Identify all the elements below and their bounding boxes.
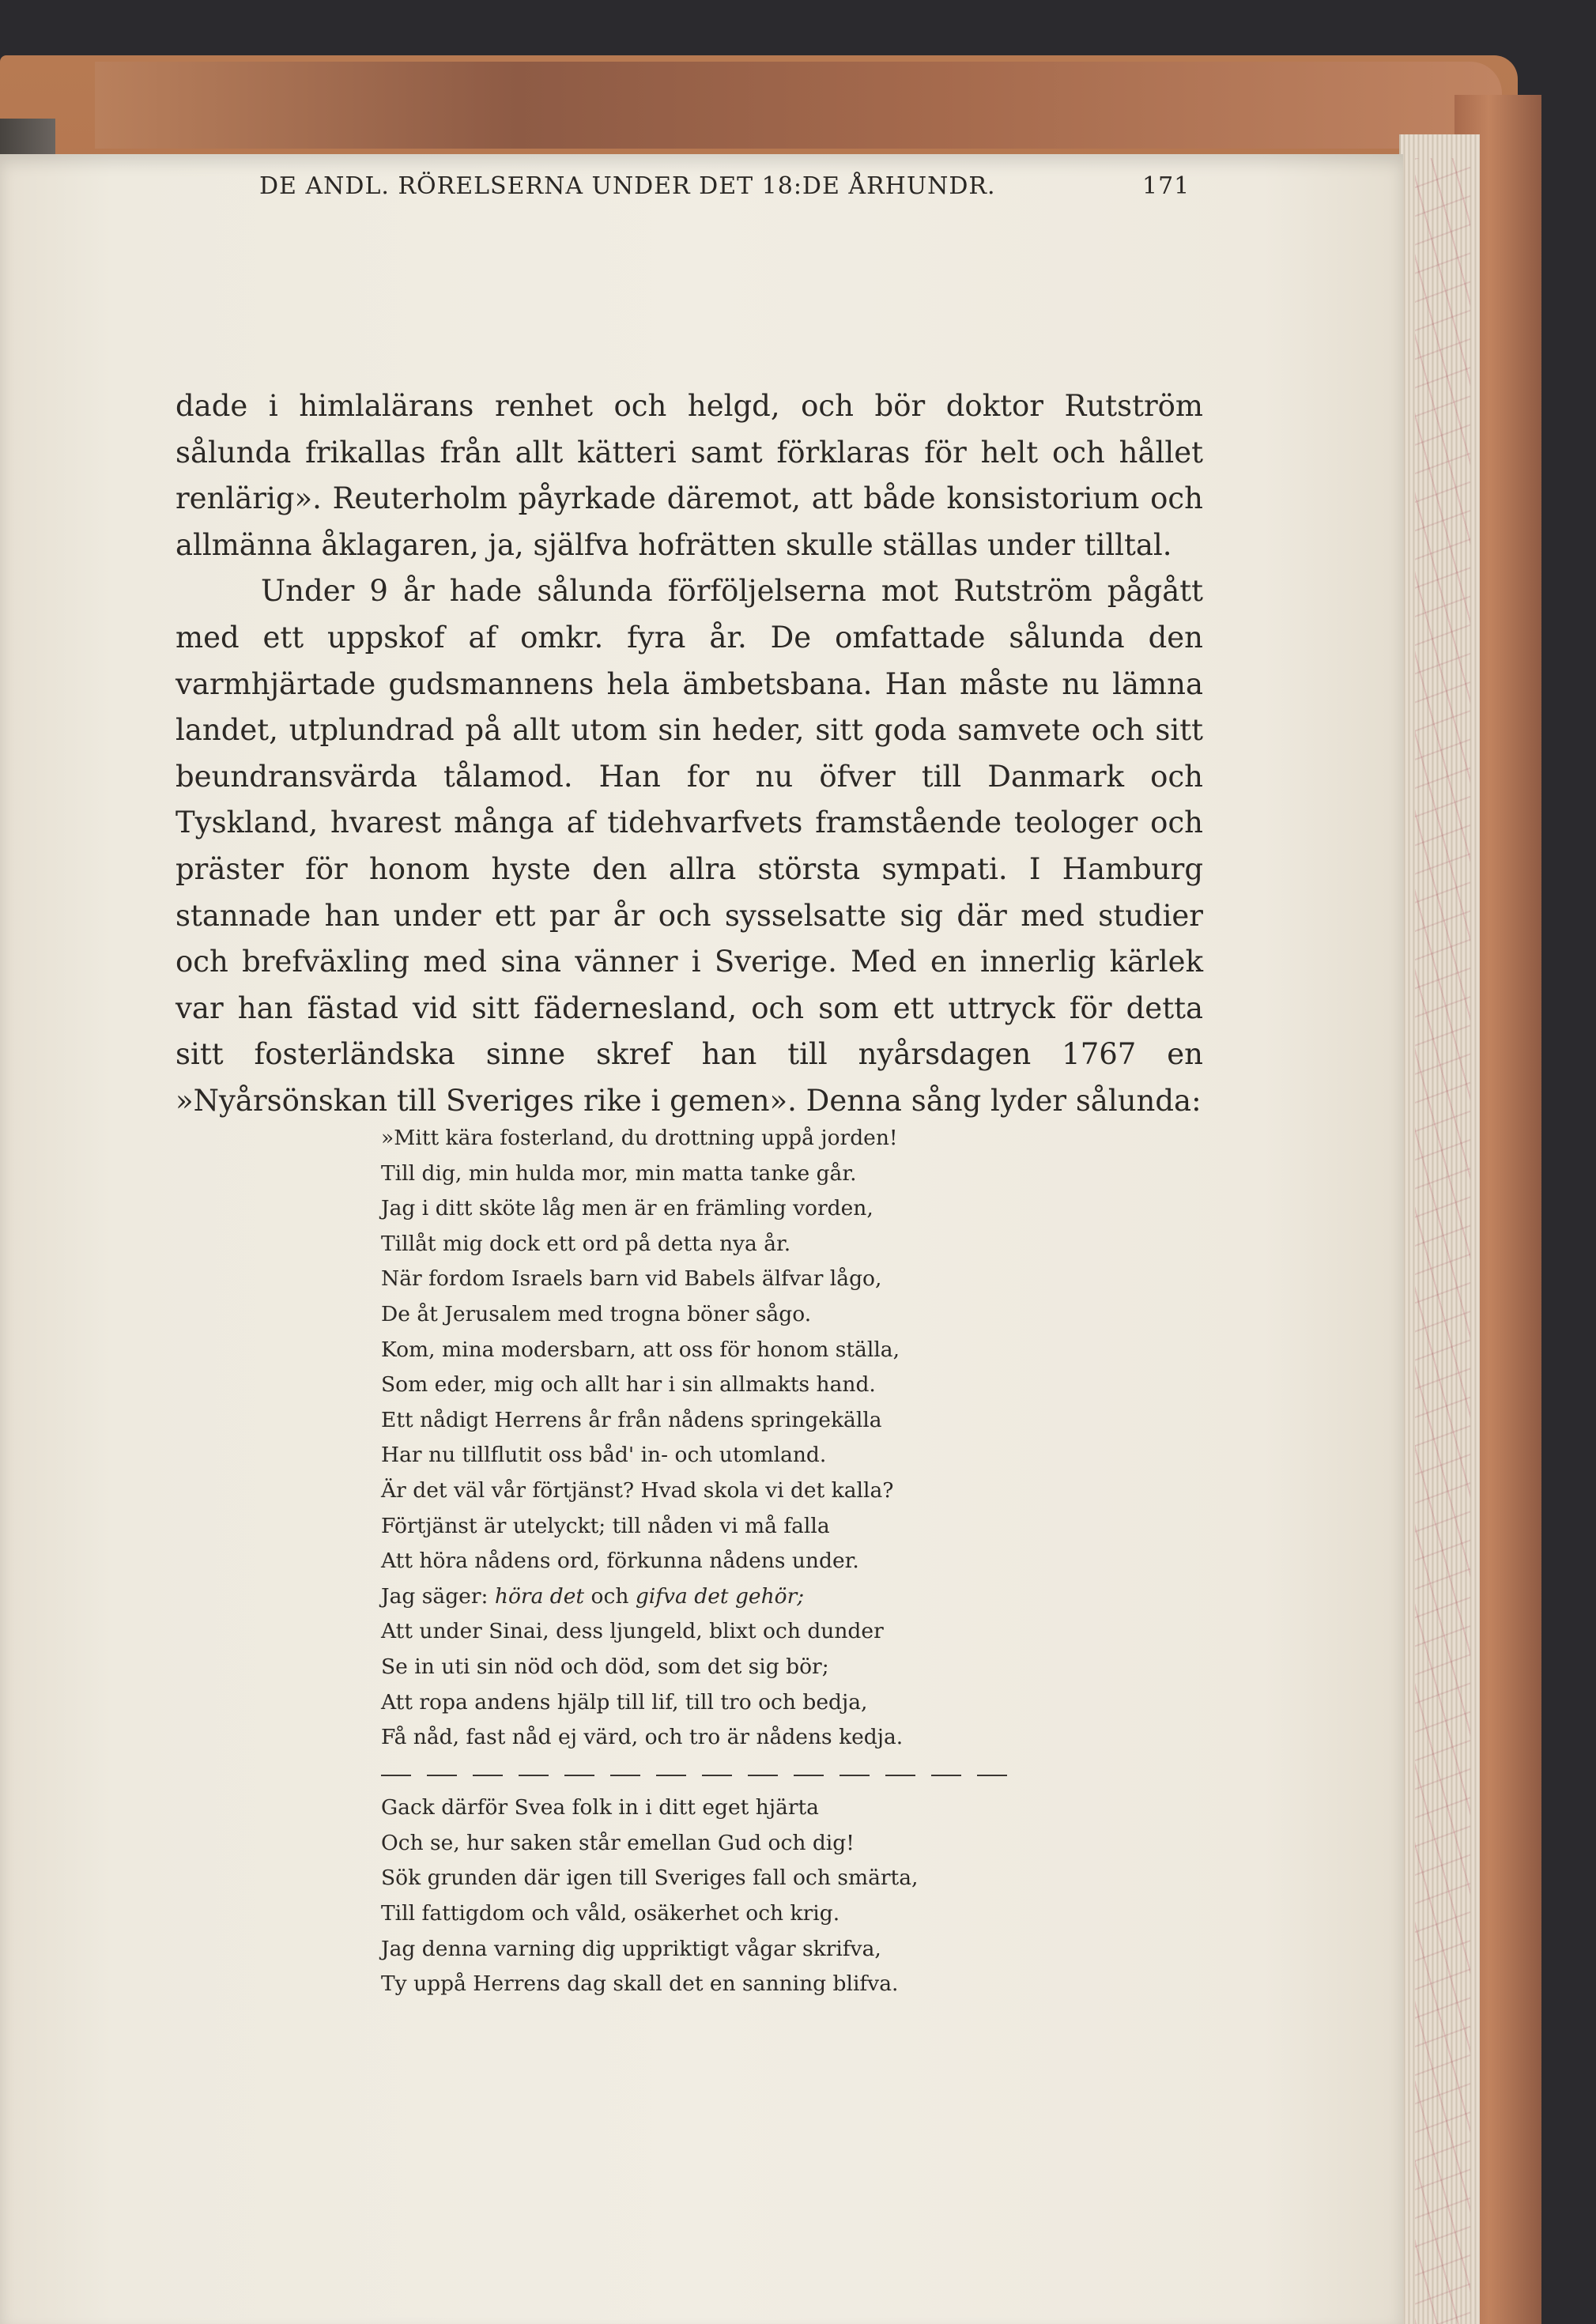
separator-dash — [977, 1775, 1007, 1776]
poem-line: »Mitt kära fosterland, du drottning uppå jorden! — [381, 1126, 898, 1150]
poem-line: Ty uppå Herrens dag skall det en sanning blifva. — [381, 1971, 899, 1997]
body-text — [175, 383, 1203, 1125]
separator-dash — [931, 1775, 961, 1776]
separator-dash — [885, 1775, 915, 1776]
separator-dash — [794, 1775, 824, 1776]
poem-line: Till dig, min hulda mor, min matta tanke går. — [381, 1160, 857, 1186]
poem-line: Till fattigdom och våld, osäkerhet och krig. — [381, 1901, 840, 1926]
poem-italic-text: gifva det gehör; — [635, 1583, 805, 1609]
page-number: 171 — [1142, 172, 1190, 200]
poem-line: Har nu tillflutit oss båd' in- och utomland. — [381, 1443, 827, 1468]
poem-line: Är det väl vår förtjänst? Hvad skola vi det kalla? — [381, 1477, 894, 1503]
running-title: DE ANDL. RÖRELSERNA UNDER DET 18:DE ÅRHUNDR. — [259, 172, 996, 200]
poem-line: Att höra nådens ord, förkunna nådens under. — [381, 1549, 859, 1574]
book-cover-top-edge — [95, 62, 1502, 149]
separator-dash — [656, 1775, 686, 1776]
separator-dash — [427, 1775, 457, 1776]
separator-dash — [473, 1775, 503, 1776]
poem-text: och — [584, 1583, 636, 1609]
poem-italic-text: höra det — [494, 1583, 585, 1609]
separator-dash — [381, 1775, 411, 1776]
paragraph: dade i himlalärans renhet och helgd, och bör doktor Rutström sålunda frikallas från allt kätteri samt förklaras för helt och hållet renlärig». Reuterholm påyrkade däremot, att både konsistorium och allmänna åklagaren, ja, själfva hofrätten skulle ställas under tilltal. — [175, 389, 1203, 562]
poem-line: Att under Sinai, dess ljungeld, blixt och dunder — [381, 1619, 884, 1644]
poem-line: Att ropa andens hjälp till lif, till tro och bedja, — [381, 1689, 868, 1715]
poem-text: Jag säger: — [381, 1583, 495, 1609]
marbled-edge — [1415, 158, 1470, 2324]
poem-line: När fordom Israels barn vid Babels älfvar lågo, — [381, 1266, 882, 1292]
separator-dash — [840, 1775, 870, 1776]
poem-line: Se in uti sin nöd och död, som det sig bör; — [381, 1654, 829, 1679]
poem-line: De åt Jerusalem med trogna böner sågo. — [381, 1301, 812, 1326]
poem-line: Som eder, mig och allt har i sin allmakts hand. — [381, 1372, 876, 1398]
separator-dash — [702, 1775, 732, 1776]
poem-line: Tillåt mig dock ett ord på detta nya år. — [381, 1231, 791, 1256]
running-header — [0, 172, 1596, 212]
poem-line: Sök grunden där igen till Sveriges fall och smärta, — [381, 1866, 919, 1891]
poem-line: Jag i ditt sköte låg men är en främling vorden, — [381, 1196, 873, 1221]
poem-line: Få nåd, fast nåd ej värd, och tro är nådens kedja. — [381, 1725, 904, 1750]
poem-line: Jag denna varning dig uppriktigt vågar skrifva, — [381, 1936, 881, 1961]
separator-dash — [610, 1775, 640, 1776]
poem-line: Ett nådigt Herrens år från nådens springekälla — [381, 1407, 882, 1432]
stanza-separator — [381, 1756, 1132, 1791]
poem — [381, 1121, 1132, 2002]
separator-dash — [564, 1775, 594, 1776]
paragraph: Under 9 år hade sålunda förföljelserna mot Rutström pågått med ett uppskof af omkr. fyra år. De omfattade sålunda den varmhjärtade gudsmannens hela ämbetsbana. Han måste nu lämna landet, utplundrad på allt utom sin heder, sitt goda samvete och sitt beundransvärda tålamod. Han for nu öfver till Danmark och Tyskland, hvarest många af tidehvarfvets framstående teologer och präster för honom hyste den allra största sympati. I Hamburg stannade han under ett par år och sysselsatte sig där med studier och brefväxling med sina vänner i Sverige. Med en innerlig kärlek var han fästad vid sitt fädernesland, och som ett uttryck för detta sitt fosterländska sinne skref han till nyårsdagen 1767 en »Nyårsönskan till Sveriges rike i gemen». Denna sång lyder sålunda: — [175, 574, 1203, 1118]
poem-line: Kom, mina modersbarn, att oss för honom ställa, — [381, 1337, 900, 1362]
separator-dash — [519, 1775, 549, 1776]
separator-dash — [748, 1775, 778, 1776]
poem-line: Förtjänst är utelyckt; till nåden vi må falla — [381, 1513, 830, 1538]
poem-line: Och se, hur saken står emellan Gud och dig! — [381, 1830, 855, 1855]
poem-line: Gack därför Svea folk in i ditt eget hjärta — [381, 1795, 819, 1820]
poem-line — [381, 1579, 1132, 1615]
